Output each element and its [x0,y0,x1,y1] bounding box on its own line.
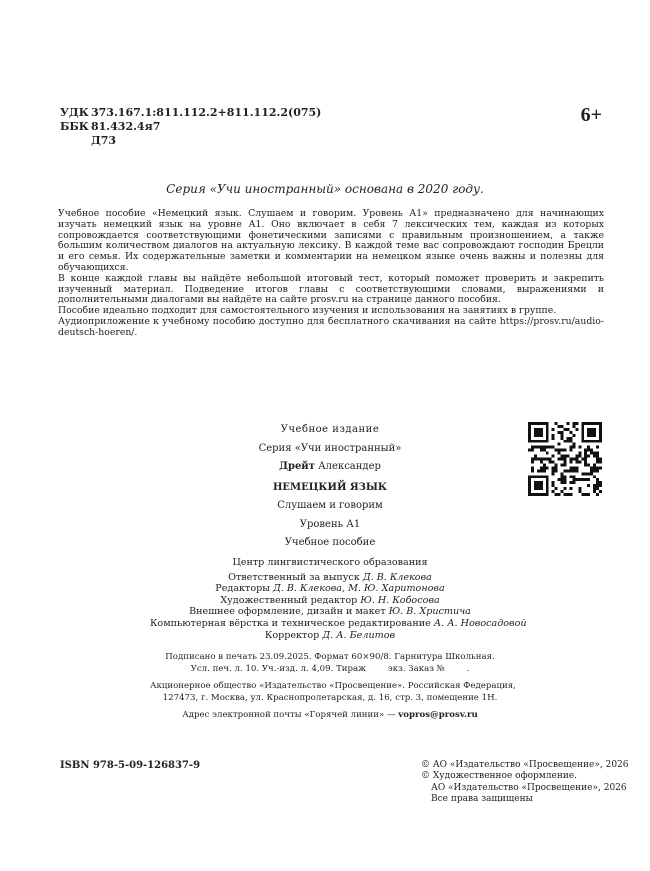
credit-role: Редакторы [215,583,270,595]
credit-name: Ю. В. Христича [388,606,471,618]
copyright-line: АО «Издательство «Просвещение», 2026 [431,782,627,793]
annotation [58,209,604,339]
credit-line [150,617,527,630]
email-link[interactable]: vopros@prosv.ru [398,710,478,720]
annotation-paragraph: Учебное пособие «Немецкий язык. Слушаем и говорим. Уровень А1» предназначено для начинающих изучать немецкий язык на уровне А1. Оно включает в себя 7 лексических тем, каждая из которых сопровождается соответствующими фонетическими записями с правильным произношением, а также большим количеством диалогов на актуальную лексику. В каждой теме вас сопровождают господин Брецли и его семья. Их содержательные заметки и комментарии на немецком языке очень важны и полезны для обучающихся. [58,208,604,273]
credit-role: Компьютерная вёрстка и техническое редактирование [150,617,431,629]
annotation-paragraph: В конце каждой главы вы найдёте небольшой итоговый тест, который поможет проверить и закрепить изученный материал. Подведение итогов главы с соответствующими словами, выражениями и дополнительными диалогами вы найдёте на сайте prosv.ru на странице данного пособия. [58,272,604,306]
print-line: Усл. печ. л. 10. Уч.-изд. л. 4,09. Тираж экз. Заказ № . [190,663,470,674]
publisher-line: Акционерное общество «Издательство «Просвещение». Российская Федерация, [150,681,516,691]
credit-line [150,583,510,595]
edition-type: Учебное издание [280,424,380,435]
publisher-line: 127473, г. Москва, ул. Краснопролетарская, д. 16, стр. 3, помещение 1Н. [162,692,498,703]
print-line: Подписано в печать 23.09.2025. Формат 60×90/8. Гарнитура Школьная. [165,652,495,662]
qr-code [528,422,602,496]
credit-role: Внешнее оформление, дизайн и макет [189,606,386,618]
credits [150,557,527,641]
credit-line [150,557,510,569]
annotation-paragraph: Пособие идеально подходит для самостоятельного изучения и использования на занятиях в группе. [58,305,557,317]
credit-name: Д. А. Белитов [322,629,396,641]
print-info [150,652,516,722]
series-note: Серия «Учи иностранный» основана в 2020 году. [166,182,484,196]
author-mark: Д73 [91,134,117,147]
book-level: Уровень А1 [299,518,361,530]
copyright-line: © Художественное оформление. [421,771,578,782]
udk-value: 373.167.1:811.112.2+811.112.2(075) [91,106,322,119]
annotation-paragraph: Аудиоприложение к учебному пособию доступно для бесплатного скачивания на сайте https://prosv.ru/audio-deutsch-hoeren/. [58,315,604,338]
credit-line [150,606,510,618]
credit-line [150,630,510,642]
credit-role: Художественный редактор [220,594,358,606]
hotline [150,710,510,722]
credit-name: Д. В. Клекова, М. Ю. Харитонова [272,583,445,595]
author-name: Александер [318,461,381,472]
imprint-block [150,421,510,553]
age-rating: 6+ [580,104,602,126]
isbn: ISBN 978-5-09-126837-9 [60,760,201,771]
book-subtitle: Слушаем и говорим [277,500,383,511]
author [150,458,510,477]
credit-line [150,572,510,584]
credit-role: Корректор [264,629,320,641]
udk-label: УДК [60,106,89,119]
copyright-line: Все права защищены [431,793,533,804]
bbk-label: ББК [60,120,89,133]
classification-codes [60,106,321,148]
copyright-line: © АО «Издательство «Просвещение», 2026 [421,760,629,770]
credit-role: Ответственный за выпуск [228,571,360,583]
email-label: Адрес электронной почты «Горячей линии» — [182,710,396,720]
book-kind: Учебное пособие [284,537,376,548]
credit-role: Центр лингвистического образования [232,557,428,568]
copyright [421,760,629,805]
book-title: НЕМЕЦКИЙ ЯЗЫК [272,481,388,493]
author-surname: Дрейт [279,461,315,472]
credit-name: Д. В. Клекова [362,571,432,583]
imprint-series: Серия «Учи иностранный» [258,442,402,454]
bbk-value: 81.432.4я7 [91,120,161,133]
credit-line [150,595,510,607]
credit-name: Ю. Н. Кобосова [360,594,440,606]
credit-name: А. А. Новосадовой [433,617,527,629]
